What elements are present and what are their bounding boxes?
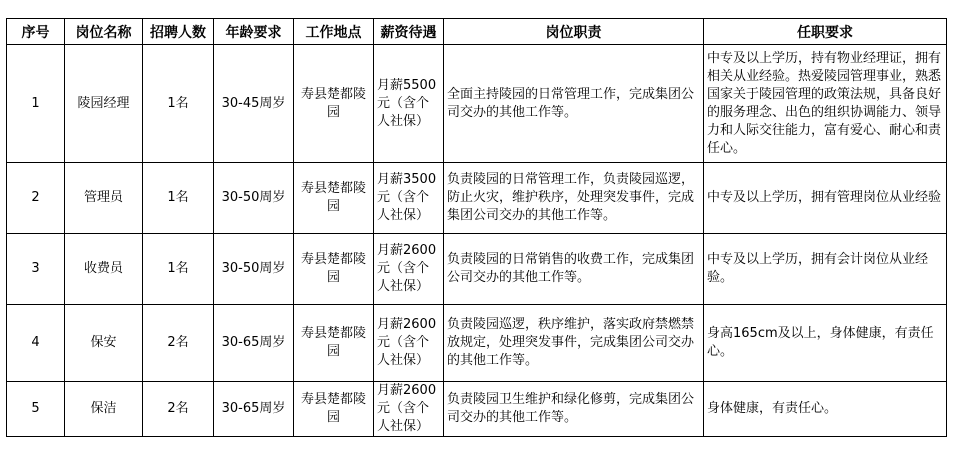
- cell-location: 寿县楚都陵园: [294, 45, 374, 163]
- header-age: 年龄要求: [214, 19, 294, 45]
- header-no: 序号: [7, 19, 65, 45]
- cell-no: 1: [7, 45, 65, 163]
- cell-duties: 负责陵园卫生维护和绿化修剪，完成集团公司交办的其他工作等。: [444, 382, 704, 437]
- cell-requirements: 身体健康，有责任心。: [704, 382, 947, 437]
- table-row: [7, 382, 947, 437]
- cell-salary: 月薪2600元（含个人社保）: [374, 234, 444, 305]
- cell-requirements: 中专及以上学历，拥有管理岗位从业经验: [704, 163, 947, 234]
- cell-count: 1名: [143, 45, 214, 163]
- recruitment-table: [6, 18, 947, 437]
- cell-duties: 负责陵园巡逻，秩序维护，落实政府禁燃禁放规定，处理突发事件，完成集团公司交办的其他工作等。: [444, 305, 704, 382]
- cell-position: 陵园经理: [65, 45, 143, 163]
- cell-location: 寿县楚都陵园: [294, 305, 374, 382]
- cell-location: 寿县楚都陵园: [294, 234, 374, 305]
- cell-count: 2名: [143, 305, 214, 382]
- header-requirements: 任职要求: [704, 19, 947, 45]
- cell-position: 收费员: [65, 234, 143, 305]
- cell-duties: 负责陵园的日常管理工作，负责陵园巡逻，防止火灾，维护秩序，处理突发事件，完成集团公司交办的其他工作等。: [444, 163, 704, 234]
- cell-position: 保洁: [65, 382, 143, 437]
- cell-no: 3: [7, 234, 65, 305]
- cell-age: 30-50周岁: [214, 163, 294, 234]
- table-row: [7, 45, 947, 163]
- table-row: [7, 234, 947, 305]
- table-row: [7, 163, 947, 234]
- cell-count: 2名: [143, 382, 214, 437]
- cell-salary: 月薪3500元（含个人社保）: [374, 163, 444, 234]
- header-count: 招聘人数: [143, 19, 214, 45]
- cell-requirements: 身高165cm及以上，身体健康，有责任心。: [704, 305, 947, 382]
- cell-location: 寿县楚都陵园: [294, 382, 374, 437]
- header-salary: 薪资待遇: [374, 19, 444, 45]
- cell-count: 1名: [143, 234, 214, 305]
- cell-age: 30-65周岁: [214, 382, 294, 437]
- table-row: [7, 305, 947, 382]
- header-duties: 岗位职责: [444, 19, 704, 45]
- header-position: 岗位名称: [65, 19, 143, 45]
- cell-no: 2: [7, 163, 65, 234]
- cell-duties: 负责陵园的日常销售的收费工作，完成集团公司交办的其他工作等。: [444, 234, 704, 305]
- cell-requirements: 中专及以上学历，拥有会计岗位从业经验。: [704, 234, 947, 305]
- cell-count: 1名: [143, 163, 214, 234]
- cell-age: 30-50周岁: [214, 234, 294, 305]
- cell-duties: 全面主持陵园的日常管理工作，完成集团公司交办的其他工作等。: [444, 45, 704, 163]
- header-location: 工作地点: [294, 19, 374, 45]
- cell-no: 5: [7, 382, 65, 437]
- cell-position: 保安: [65, 305, 143, 382]
- cell-age: 30-45周岁: [214, 45, 294, 163]
- cell-salary: 月薪2600元（含个人社保）: [374, 382, 444, 437]
- cell-requirements: 中专及以上学历，持有物业经理证，拥有相关从业经验。热爱陵园管理事业，熟悉国家关于陵园管理的政策法规，具备良好的服务理念、出色的组织协调能力、领导力和人际交往能力，富有爱心、耐心和责任心。: [704, 45, 947, 163]
- cell-age: 30-65周岁: [214, 305, 294, 382]
- cell-salary: 月薪5500元（含个人社保）: [374, 45, 444, 163]
- header-row: [7, 19, 947, 45]
- cell-no: 4: [7, 305, 65, 382]
- cell-position: 管理员: [65, 163, 143, 234]
- cell-salary: 月薪2600元（含个人社保）: [374, 305, 444, 382]
- cell-location: 寿县楚都陵园: [294, 163, 374, 234]
